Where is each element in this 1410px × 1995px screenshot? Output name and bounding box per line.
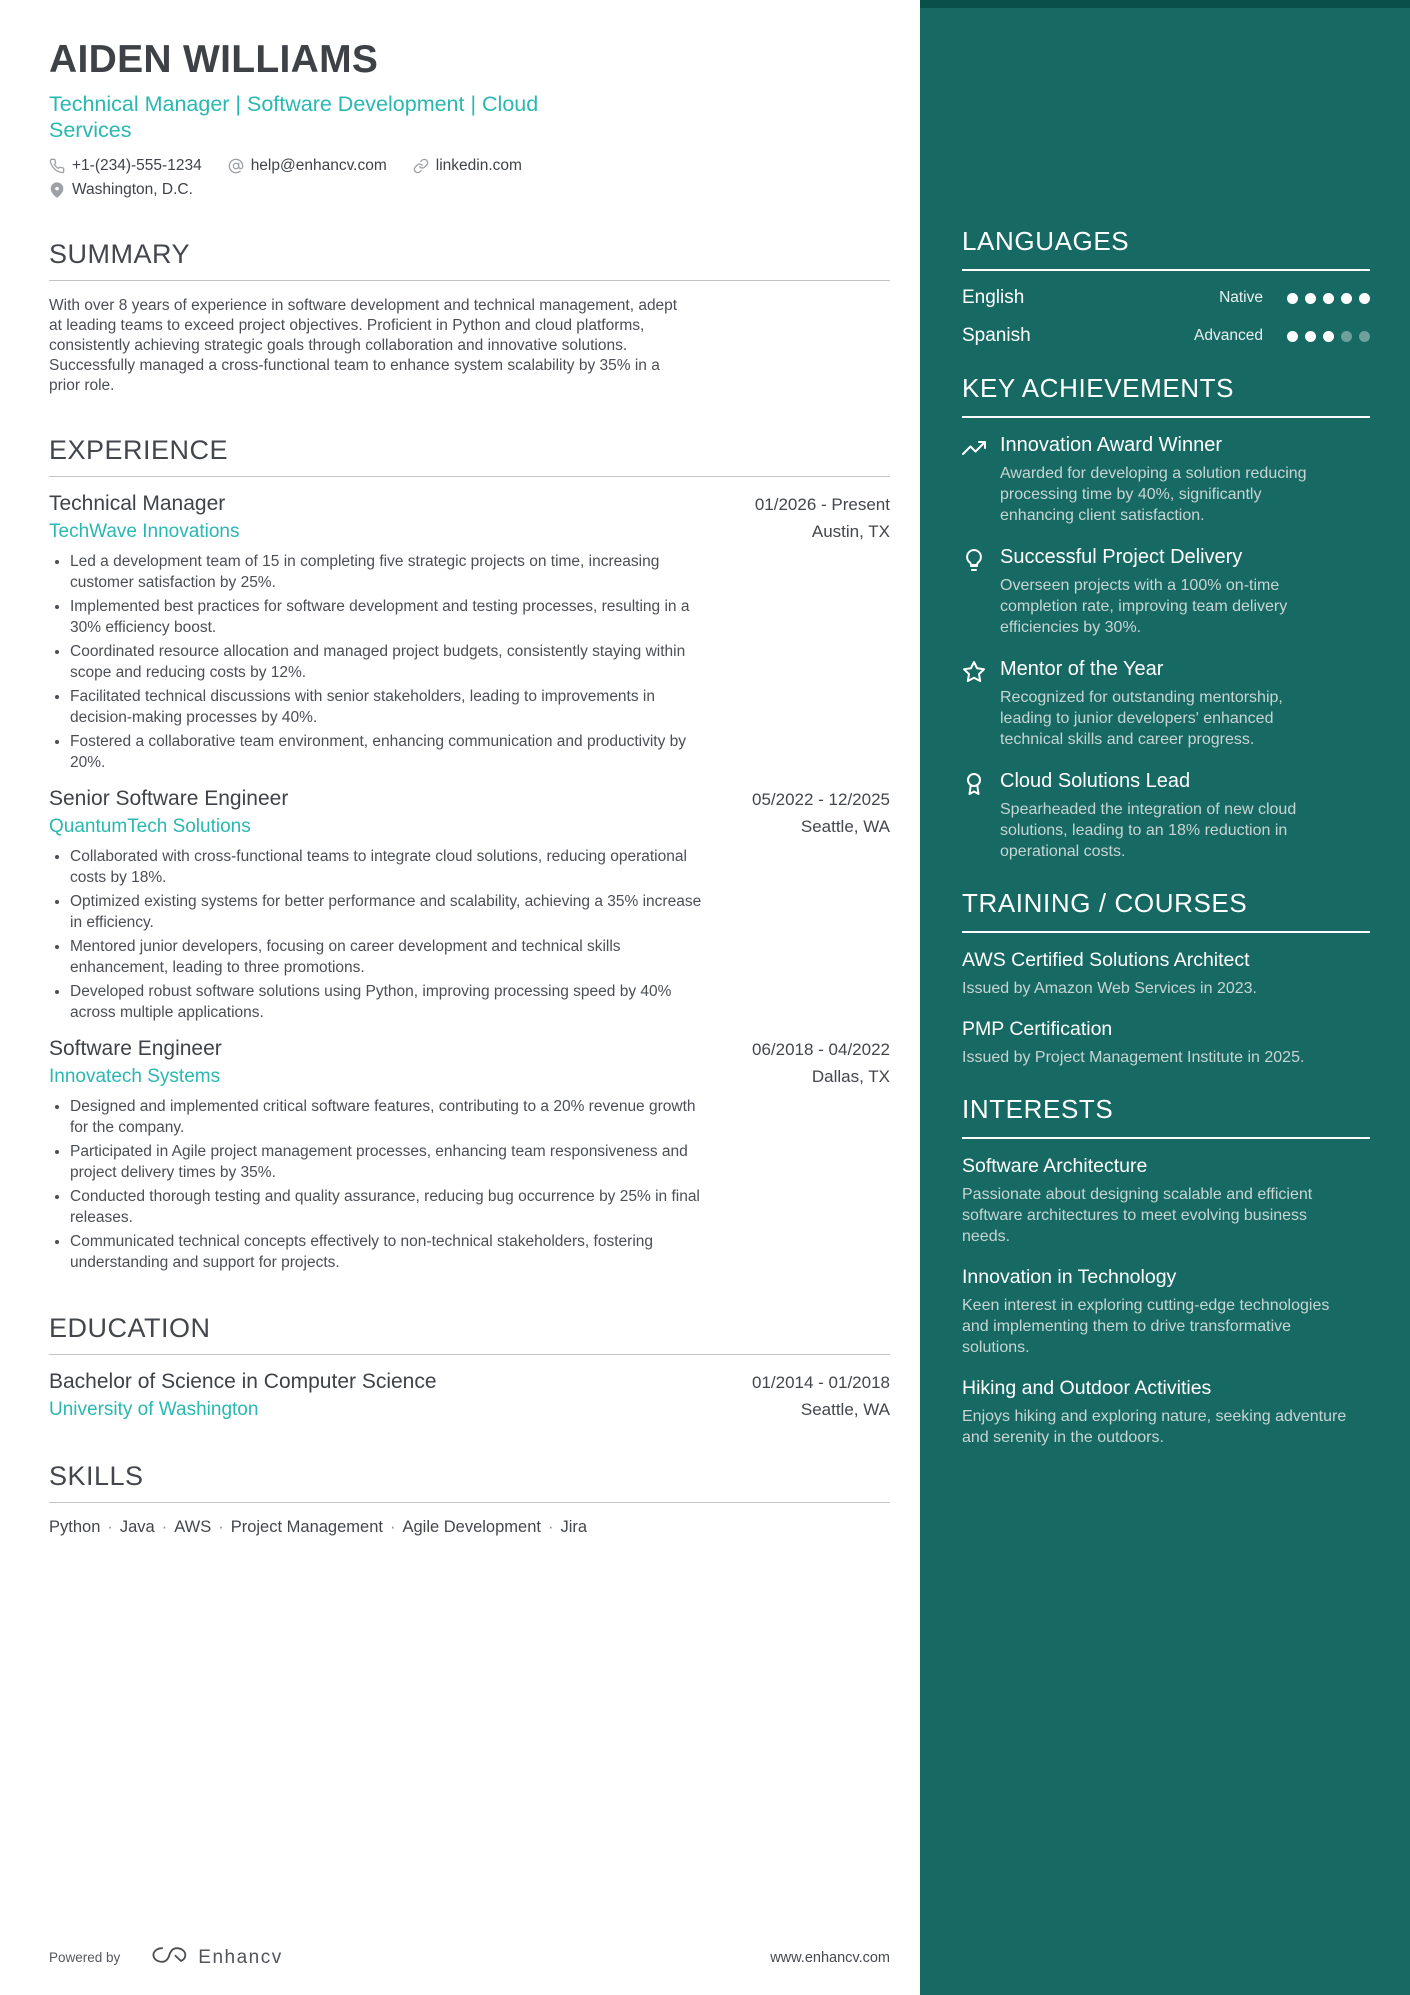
phone-icon — [49, 158, 65, 174]
achievement-title: Mentor of the Year — [1000, 658, 1164, 680]
proficiency-dot — [1323, 331, 1334, 342]
section-divider — [49, 476, 890, 477]
candidate-headline: Technical Manager | Software Development | Cloud Services — [49, 92, 539, 143]
interest-item — [962, 1155, 1370, 1247]
contact-location — [49, 181, 193, 199]
training-title: AWS Certified Solutions Architect — [962, 949, 1250, 971]
language-level: Native — [1219, 289, 1263, 306]
achievement-item — [962, 658, 1370, 750]
key-achievements-section — [962, 373, 1370, 862]
job-bullet: • Collaborated with cross-functional teams to integrate cloud solutions, reducing operational costs by 18%. — [70, 846, 709, 888]
contact-phone — [49, 157, 202, 175]
skill-separator: · — [547, 1518, 554, 1537]
experience-section — [49, 435, 890, 1273]
language-name: English — [962, 287, 1025, 308]
job-title: Senior Software Engineer — [49, 787, 289, 811]
section-divider — [49, 1502, 890, 1503]
contact-website[interactable] — [413, 157, 522, 175]
link-icon — [413, 158, 429, 174]
job-location: Dallas, TX — [811, 1067, 890, 1087]
achievement-title: Innovation Award Winner — [1000, 434, 1222, 456]
training-item — [962, 949, 1370, 999]
skill-item: Jira — [560, 1518, 588, 1537]
interest-description: Passionate about designing scalable and efficient software architectures to meet evolving business needs. — [962, 1186, 1313, 1245]
job-bullet: • Coordinated resource allocation and managed project budgets, consistently staying within scope and reducing costs by 12%. — [70, 641, 709, 683]
job-bullet: • Conducted thorough testing and quality assurance, reducing bug occurrence by 25% in final releases. — [70, 1186, 709, 1228]
job-bullet: • Fostered a collaborative team environment, enhancing communication and productivity by 20%. — [70, 731, 709, 773]
contact-email[interactable] — [228, 157, 387, 175]
job-location: Seattle, WA — [800, 817, 890, 837]
section-divider — [49, 1354, 890, 1355]
job-dates: 01/2026 - Present — [754, 495, 890, 515]
language-proficiency-dots — [1287, 331, 1370, 342]
job-bullet-list — [49, 1096, 709, 1273]
proficiency-dot — [1305, 331, 1316, 342]
skills-list — [49, 1518, 890, 1537]
skill-item: Java — [119, 1518, 155, 1537]
summary-heading: SUMMARY — [49, 239, 191, 270]
job-bullet: • Communicated technical concepts effectively to non-technical stakeholders, fostering understanding and support for projects. — [70, 1231, 709, 1273]
languages-heading: LANGUAGES — [962, 226, 1130, 256]
sidebar-divider — [962, 1137, 1370, 1139]
achievement-description: Spearheaded the integration of new cloud solutions, leading to an 18% reduction in operational costs. — [1000, 801, 1297, 860]
achievement-title: Cloud Solutions Lead — [1000, 770, 1191, 792]
interest-description: Enjoys hiking and exploring nature, seeking adventure and serenity in the outdoors. — [962, 1408, 1347, 1446]
education-section — [49, 1313, 890, 1421]
job-bullet-list — [49, 551, 709, 773]
skill-separator: · — [161, 1518, 168, 1537]
interest-item — [962, 1266, 1370, 1358]
job-bullet: • Led a development team of 15 in completing five strategic projects on time, increasing customer satisfaction by 25%. — [70, 551, 709, 593]
location-text: Washington, D.C. — [72, 181, 193, 199]
job-bullet: • Participated in Agile project management processes, enhancing team responsiveness and project delivery times by 35%. — [70, 1141, 709, 1183]
proficiency-dot — [1287, 331, 1298, 342]
skill-item: Project Management — [230, 1518, 383, 1537]
map-pin-icon — [49, 182, 65, 198]
sidebar — [920, 0, 1410, 1995]
skills-heading: SKILLS — [49, 1461, 144, 1492]
enhancv-brand-name: Enhancv — [198, 1946, 283, 1968]
proficiency-dot — [1323, 293, 1334, 304]
language-name: Spanish — [962, 325, 1031, 346]
star-icon — [962, 658, 988, 750]
section-divider — [49, 280, 890, 281]
job-dates: 06/2018 - 04/2022 — [751, 1040, 890, 1060]
job-entry — [49, 492, 890, 773]
language-level: Advanced — [1194, 327, 1263, 344]
footer-site-url[interactable]: www.enhancv.com — [770, 1950, 890, 1966]
website-address: linkedin.com — [435, 157, 522, 175]
sidebar-divider — [962, 416, 1370, 418]
job-bullet: • Developed robust software solutions using Python, improving processing speed by 40% across multiple applications. — [70, 981, 709, 1023]
proficiency-dot — [1359, 293, 1370, 304]
proficiency-dot — [1359, 331, 1370, 342]
language-row — [962, 325, 1370, 347]
training-description: Issued by Amazon Web Services in 2023. — [962, 980, 1257, 997]
summary-text: With over 8 years of experience in software development and technical management, adept at leading teams to exceed project objectives. Proficient in Python and cloud platforms, consistently achieving strategic goals through collaboration and innovative solutions. Successfully managed a cross-functional team to enhance system scalability by 35% in a prior role. — [49, 297, 678, 394]
training-item — [962, 1018, 1370, 1068]
job-bullet: • Mentored junior developers, focusing on career development and technical skills enhancement, leading to three promotions. — [70, 936, 709, 978]
candidate-name: AIDEN WILLIAMS — [49, 38, 379, 81]
achievement-item — [962, 546, 1370, 638]
job-company: Innovatech Systems — [49, 1066, 221, 1088]
skill-item: Agile Development — [402, 1518, 541, 1537]
email-address: help@enhancv.com — [250, 157, 387, 175]
interests-section — [962, 1094, 1370, 1448]
education-school: University of Washington — [49, 1399, 259, 1421]
education-location: Seattle, WA — [800, 1400, 890, 1420]
achievement-item — [962, 770, 1370, 862]
proficiency-dot — [1341, 293, 1352, 304]
powered-by-label: Powered by — [49, 1950, 121, 1965]
skill-separator: · — [218, 1518, 224, 1537]
training-description: Issued by Project Management Institute in 2025. — [962, 1049, 1305, 1066]
sidebar-top-strip — [920, 0, 1410, 8]
job-bullet: • Optimized existing systems for better performance and scalability, achieving a 35% increase in efficiency. — [70, 891, 709, 933]
key-achievements-heading: KEY ACHIEVEMENTS — [962, 373, 1235, 403]
job-title: Software Engineer — [49, 1037, 222, 1061]
job-bullet: • Designed and implemented critical software features, contributing to a 20% revenue growth for the company. — [70, 1096, 709, 1138]
lightbulb-icon — [962, 546, 988, 638]
summary-section — [49, 239, 890, 395]
interests-heading: INTERESTS — [962, 1094, 1114, 1124]
language-row — [962, 287, 1370, 309]
medal-icon — [962, 770, 988, 862]
training-courses-heading: TRAINING / COURSES — [962, 888, 1248, 918]
trending-up-icon — [962, 434, 988, 526]
skill-separator: · — [107, 1518, 113, 1537]
achievement-description: Recognized for outstanding mentorship, leading to junior developers' enhanced technical skills and career progress. — [1000, 689, 1283, 748]
achievement-description: Overseen projects with a 100% on-time completion rate, improving team delivery efficiencies by 30%. — [1000, 577, 1288, 636]
skill-separator: · — [389, 1518, 396, 1537]
interest-title: Innovation in Technology — [962, 1266, 1177, 1288]
proficiency-dot — [1287, 293, 1298, 304]
job-company: TechWave Innovations — [49, 521, 240, 543]
phone-number: +1-(234)-555-1234 — [72, 157, 202, 175]
job-bullet: • Facilitated technical discussions with senior stakeholders, leading to improvements in decision-making processes by 40%. — [70, 686, 709, 728]
interest-description: Keen interest in exploring cutting-edge technologies and implementing them to drive transformative solutions. — [962, 1297, 1330, 1356]
interest-title: Software Architecture — [962, 1155, 1148, 1177]
job-entry — [49, 787, 890, 1023]
achievement-description: Awarded for developing a solution reducing processing time by 40%, significantly enhancing client satisfaction. — [1000, 465, 1307, 524]
at-sign-icon — [228, 158, 244, 174]
sidebar-divider — [962, 931, 1370, 933]
job-dates: 05/2022 - 12/2025 — [751, 790, 890, 810]
languages-section — [962, 226, 1370, 347]
education-heading: EDUCATION — [49, 1313, 211, 1344]
training-title: PMP Certification — [962, 1018, 1113, 1040]
proficiency-dot — [1341, 331, 1352, 342]
achievement-item — [962, 434, 1370, 526]
main-column — [49, 0, 890, 1537]
skill-item: Python — [49, 1518, 101, 1537]
skill-item: AWS — [174, 1518, 212, 1537]
proficiency-dot — [1305, 293, 1316, 304]
job-title: Technical Manager — [49, 492, 226, 516]
education-degree: Bachelor of Science in Computer Science — [49, 1370, 437, 1394]
job-bullet-list — [49, 846, 709, 1023]
interest-item — [962, 1377, 1370, 1448]
sidebar-divider — [962, 269, 1370, 271]
training-courses-section — [962, 888, 1370, 1068]
language-proficiency-dots — [1287, 293, 1370, 304]
job-company: QuantumTech Solutions — [49, 816, 251, 838]
skills-section — [49, 1461, 890, 1537]
achievement-title: Successful Project Delivery — [1000, 546, 1243, 568]
contact-row — [49, 157, 689, 199]
interest-title: Hiking and Outdoor Activities — [962, 1377, 1212, 1399]
job-bullet: • Implemented best practices for software development and testing processes, resulting in a 30% efficiency boost. — [70, 596, 709, 638]
job-location: Austin, TX — [811, 522, 890, 542]
education-dates: 01/2014 - 01/2018 — [751, 1373, 890, 1393]
job-entry — [49, 1037, 890, 1273]
experience-heading: EXPERIENCE — [49, 435, 229, 466]
